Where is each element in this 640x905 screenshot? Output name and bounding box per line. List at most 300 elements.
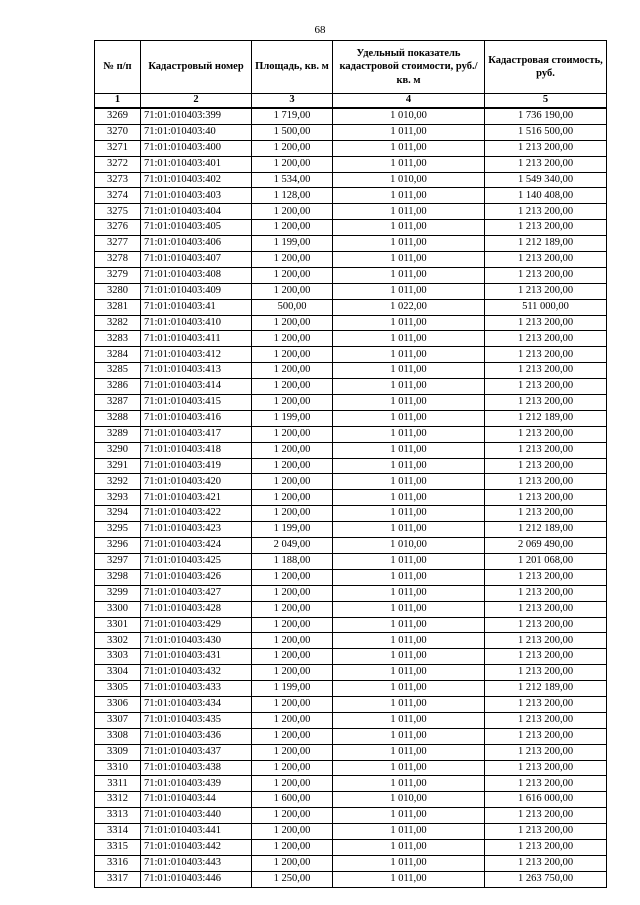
area-cell: 1 200,00 — [252, 395, 333, 411]
area-cell: 1 188,00 — [252, 553, 333, 569]
column-number: 1 — [95, 94, 141, 109]
cadastral-value-cell: 1 213 200,00 — [485, 379, 607, 395]
unit-value-cell: 1 011,00 — [333, 363, 485, 379]
cadastral-number-cell: 71:01:010403:423 — [141, 522, 252, 538]
cadastral-value-cell: 1 213 200,00 — [485, 347, 607, 363]
table-row — [95, 649, 607, 665]
cadastral-number-cell: 71:01:010403:429 — [141, 617, 252, 633]
row-index-cell: 3289 — [95, 426, 141, 442]
cadastral-number-cell: 71:01:010403:418 — [141, 442, 252, 458]
row-index-cell: 3284 — [95, 347, 141, 363]
table-row — [95, 108, 607, 124]
table-row — [95, 553, 607, 569]
table-row — [95, 220, 607, 236]
cadastral-value-cell: 1 213 200,00 — [485, 633, 607, 649]
area-cell: 1 200,00 — [252, 839, 333, 855]
unit-value-cell: 1 011,00 — [333, 871, 485, 887]
cadastral-value-cell: 1 213 200,00 — [485, 744, 607, 760]
cadastral-value-cell: 1 213 200,00 — [485, 839, 607, 855]
table-row — [95, 728, 607, 744]
area-cell: 1 200,00 — [252, 140, 333, 156]
row-index-cell: 3285 — [95, 363, 141, 379]
cadastral-number-cell: 71:01:010403:446 — [141, 871, 252, 887]
cadastral-value-cell: 1 213 200,00 — [485, 855, 607, 871]
table-row — [95, 808, 607, 824]
cadastral-number-cell: 71:01:010403:419 — [141, 458, 252, 474]
unit-value-cell: 1 011,00 — [333, 140, 485, 156]
row-index-cell: 3302 — [95, 633, 141, 649]
area-cell: 1 200,00 — [252, 728, 333, 744]
cadastral-number-cell: 71:01:010403:411 — [141, 331, 252, 347]
cadastral-number-cell: 71:01:010403:415 — [141, 395, 252, 411]
cadastral-number-cell: 71:01:010403:434 — [141, 696, 252, 712]
cadastral-number-cell: 71:01:010403:435 — [141, 712, 252, 728]
table-row — [95, 760, 607, 776]
cadastral-number-cell: 71:01:010403:424 — [141, 538, 252, 554]
table-row — [95, 283, 607, 299]
area-cell: 1 200,00 — [252, 267, 333, 283]
cadastral-number-cell: 71:01:010403:438 — [141, 760, 252, 776]
page-number: 68 — [314, 24, 326, 36]
cadastral-value-cell: 1 213 200,00 — [485, 728, 607, 744]
cadastral-number-cell: 71:01:010403:405 — [141, 220, 252, 236]
table-header — [95, 41, 607, 109]
table-row — [95, 569, 607, 585]
row-index-cell: 3270 — [95, 124, 141, 140]
unit-value-cell: 1 011,00 — [333, 410, 485, 426]
row-index-cell: 3296 — [95, 538, 141, 554]
row-index-cell: 3313 — [95, 808, 141, 824]
row-index-cell: 3271 — [95, 140, 141, 156]
area-cell: 1 600,00 — [252, 792, 333, 808]
row-index-cell: 3314 — [95, 824, 141, 840]
unit-value-cell: 1 011,00 — [333, 553, 485, 569]
cadastral-value-cell: 1 213 200,00 — [485, 649, 607, 665]
area-cell: 1 200,00 — [252, 776, 333, 792]
area-cell: 1 200,00 — [252, 824, 333, 840]
row-index-cell: 3282 — [95, 315, 141, 331]
table-row — [95, 474, 607, 490]
cadastral-value-cell: 1 140 408,00 — [485, 188, 607, 204]
row-index-cell: 3317 — [95, 871, 141, 887]
unit-value-cell: 1 011,00 — [333, 188, 485, 204]
unit-value-cell: 1 011,00 — [333, 347, 485, 363]
table-row — [95, 792, 607, 808]
cadastral-value-cell: 1 213 200,00 — [485, 760, 607, 776]
cadastral-value-cell: 1 549 340,00 — [485, 172, 607, 188]
unit-value-cell: 1 011,00 — [333, 490, 485, 506]
cadastral-value-cell: 1 263 750,00 — [485, 871, 607, 887]
area-cell: 1 200,00 — [252, 633, 333, 649]
area-cell: 1 200,00 — [252, 808, 333, 824]
header-area: Площадь, кв. м — [252, 41, 333, 94]
table-row — [95, 681, 607, 697]
table-row — [95, 538, 607, 554]
table-row — [95, 363, 607, 379]
area-cell: 1 199,00 — [252, 522, 333, 538]
row-index-cell: 3275 — [95, 204, 141, 220]
cadastral-number-cell: 71:01:010403:422 — [141, 506, 252, 522]
cadastral-number-cell: 71:01:010403:430 — [141, 633, 252, 649]
table-row — [95, 267, 607, 283]
unit-value-cell: 1 011,00 — [333, 839, 485, 855]
cadastral-number-cell: 71:01:010403:427 — [141, 585, 252, 601]
row-index-cell: 3316 — [95, 855, 141, 871]
cadastral-value-cell: 1 213 200,00 — [485, 585, 607, 601]
cadastral-number-cell: 71:01:010403:421 — [141, 490, 252, 506]
table-body — [95, 108, 607, 887]
table-row — [95, 442, 607, 458]
row-index-cell: 3305 — [95, 681, 141, 697]
unit-value-cell: 1 011,00 — [333, 744, 485, 760]
cadastral-value-cell: 1 201 068,00 — [485, 553, 607, 569]
area-cell: 1 200,00 — [252, 569, 333, 585]
area-cell: 1 200,00 — [252, 442, 333, 458]
area-cell: 1 200,00 — [252, 744, 333, 760]
area-cell: 1 200,00 — [252, 474, 333, 490]
row-index-cell: 3304 — [95, 665, 141, 681]
cadastral-value-cell: 1 213 200,00 — [485, 824, 607, 840]
row-index-cell: 3306 — [95, 696, 141, 712]
unit-value-cell: 1 011,00 — [333, 633, 485, 649]
area-cell: 1 200,00 — [252, 204, 333, 220]
table-row — [95, 188, 607, 204]
row-index-cell: 3308 — [95, 728, 141, 744]
cadastral-value-cell: 1 213 200,00 — [485, 426, 607, 442]
table-row — [95, 331, 607, 347]
column-number: 4 — [333, 94, 485, 109]
area-cell: 1 199,00 — [252, 410, 333, 426]
cadastral-value-cell: 1 212 189,00 — [485, 236, 607, 252]
unit-value-cell: 1 011,00 — [333, 426, 485, 442]
row-index-cell: 3286 — [95, 379, 141, 395]
cadastral-value-cell: 1 213 200,00 — [485, 665, 607, 681]
unit-value-cell: 1 011,00 — [333, 124, 485, 140]
row-index-cell: 3309 — [95, 744, 141, 760]
area-cell: 1 200,00 — [252, 283, 333, 299]
row-index-cell: 3299 — [95, 585, 141, 601]
area-cell: 1 200,00 — [252, 315, 333, 331]
row-index-cell: 3278 — [95, 252, 141, 268]
table-row — [95, 252, 607, 268]
unit-value-cell: 1 011,00 — [333, 252, 485, 268]
table-row — [95, 426, 607, 442]
cadastral-number-cell: 71:01:010403:407 — [141, 252, 252, 268]
area-cell: 500,00 — [252, 299, 333, 315]
row-index-cell: 3280 — [95, 283, 141, 299]
unit-value-cell: 1 011,00 — [333, 442, 485, 458]
column-number-row — [95, 94, 607, 109]
cadastral-value-cell: 1 616 000,00 — [485, 792, 607, 808]
table-row — [95, 124, 607, 140]
area-cell: 1 200,00 — [252, 855, 333, 871]
header-cadastral-value: Кадастровая стоимость, руб. — [485, 41, 607, 94]
column-number: 2 — [141, 94, 252, 109]
area-cell: 1 200,00 — [252, 617, 333, 633]
table-row — [95, 156, 607, 172]
cadastral-value-cell: 1 212 189,00 — [485, 681, 607, 697]
table-row — [95, 522, 607, 538]
cadastral-value-cell: 1 213 200,00 — [485, 696, 607, 712]
table-row — [95, 633, 607, 649]
row-index-cell: 3294 — [95, 506, 141, 522]
table-row — [95, 839, 607, 855]
header-unit-value: Удельный показатель кадастровой стоимости, руб./кв. м — [333, 41, 485, 94]
table-row — [95, 410, 607, 426]
unit-value-cell: 1 011,00 — [333, 331, 485, 347]
table-row — [95, 458, 607, 474]
cadastral-number-cell: 71:01:010403:44 — [141, 792, 252, 808]
unit-value-cell: 1 011,00 — [333, 665, 485, 681]
table-row — [95, 347, 607, 363]
area-cell: 1 200,00 — [252, 379, 333, 395]
table-row — [95, 585, 607, 601]
area-cell: 1 200,00 — [252, 363, 333, 379]
row-index-cell: 3287 — [95, 395, 141, 411]
unit-value-cell: 1 011,00 — [333, 855, 485, 871]
row-index-cell: 3269 — [95, 108, 141, 124]
area-cell: 1 200,00 — [252, 347, 333, 363]
area-cell: 1 199,00 — [252, 681, 333, 697]
row-index-cell: 3300 — [95, 601, 141, 617]
row-index-cell: 3293 — [95, 490, 141, 506]
cadastral-value-cell: 1 213 200,00 — [485, 617, 607, 633]
column-number: 5 — [485, 94, 607, 109]
cadastral-number-cell: 71:01:010403:432 — [141, 665, 252, 681]
cadastral-value-cell: 1 213 200,00 — [485, 474, 607, 490]
table-row — [95, 712, 607, 728]
header-row — [95, 41, 607, 94]
area-cell: 1 200,00 — [252, 426, 333, 442]
cadastral-table — [94, 40, 607, 888]
cadastral-value-cell: 1 213 200,00 — [485, 569, 607, 585]
row-index-cell: 3274 — [95, 188, 141, 204]
unit-value-cell: 1 011,00 — [333, 808, 485, 824]
cadastral-number-cell: 71:01:010403:401 — [141, 156, 252, 172]
cadastral-value-cell: 1 213 200,00 — [485, 712, 607, 728]
unit-value-cell: 1 011,00 — [333, 617, 485, 633]
cadastral-number-cell: 71:01:010403:400 — [141, 140, 252, 156]
table-row — [95, 871, 607, 887]
cadastral-number-cell: 71:01:010403:417 — [141, 426, 252, 442]
cadastral-number-cell: 71:01:010403:441 — [141, 824, 252, 840]
row-index-cell: 3279 — [95, 267, 141, 283]
area-cell: 1 199,00 — [252, 236, 333, 252]
cadastral-number-cell: 71:01:010403:431 — [141, 649, 252, 665]
row-index-cell: 3311 — [95, 776, 141, 792]
unit-value-cell: 1 011,00 — [333, 696, 485, 712]
unit-value-cell: 1 011,00 — [333, 220, 485, 236]
table-row — [95, 140, 607, 156]
cadastral-value-cell: 1 212 189,00 — [485, 410, 607, 426]
area-cell: 1 200,00 — [252, 331, 333, 347]
area-cell: 1 200,00 — [252, 490, 333, 506]
unit-value-cell: 1 011,00 — [333, 379, 485, 395]
cadastral-value-cell: 2 069 490,00 — [485, 538, 607, 554]
area-cell: 1 200,00 — [252, 665, 333, 681]
cadastral-value-cell: 1 213 200,00 — [485, 363, 607, 379]
unit-value-cell: 1 022,00 — [333, 299, 485, 315]
row-index-cell: 3298 — [95, 569, 141, 585]
cadastral-number-cell: 71:01:010403:399 — [141, 108, 252, 124]
unit-value-cell: 1 011,00 — [333, 760, 485, 776]
table-row — [95, 172, 607, 188]
area-cell: 1 200,00 — [252, 601, 333, 617]
unit-value-cell: 1 011,00 — [333, 776, 485, 792]
table-row — [95, 824, 607, 840]
unit-value-cell: 1 011,00 — [333, 585, 485, 601]
area-cell: 1 200,00 — [252, 506, 333, 522]
row-index-cell: 3283 — [95, 331, 141, 347]
area-cell: 1 200,00 — [252, 220, 333, 236]
table-row — [95, 395, 607, 411]
unit-value-cell: 1 010,00 — [333, 792, 485, 808]
row-index-cell: 3303 — [95, 649, 141, 665]
cadastral-number-cell: 71:01:010403:409 — [141, 283, 252, 299]
area-cell: 1 200,00 — [252, 696, 333, 712]
header-index: № п/п — [95, 41, 141, 94]
cadastral-value-cell: 1 213 200,00 — [485, 140, 607, 156]
unit-value-cell: 1 011,00 — [333, 474, 485, 490]
cadastral-number-cell: 71:01:010403:410 — [141, 315, 252, 331]
unit-value-cell: 1 011,00 — [333, 267, 485, 283]
row-index-cell: 3295 — [95, 522, 141, 538]
row-index-cell: 3292 — [95, 474, 141, 490]
unit-value-cell: 1 011,00 — [333, 649, 485, 665]
cadastral-number-cell: 71:01:010403:416 — [141, 410, 252, 426]
cadastral-value-cell: 1 213 200,00 — [485, 252, 607, 268]
table-row — [95, 315, 607, 331]
area-cell: 1 200,00 — [252, 252, 333, 268]
cadastral-number-cell: 71:01:010403:439 — [141, 776, 252, 792]
cadastral-value-cell: 1 213 200,00 — [485, 283, 607, 299]
row-index-cell: 3297 — [95, 553, 141, 569]
unit-value-cell: 1 011,00 — [333, 824, 485, 840]
cadastral-number-cell: 71:01:010403:443 — [141, 855, 252, 871]
row-index-cell: 3272 — [95, 156, 141, 172]
cadastral-number-cell: 71:01:010403:442 — [141, 839, 252, 855]
cadastral-value-cell: 1 516 500,00 — [485, 124, 607, 140]
table-row — [95, 490, 607, 506]
cadastral-number-cell: 71:01:010403:404 — [141, 204, 252, 220]
cadastral-number-cell: 71:01:010403:426 — [141, 569, 252, 585]
cadastral-value-cell: 1 213 200,00 — [485, 808, 607, 824]
area-cell: 1 200,00 — [252, 649, 333, 665]
cadastral-number-cell: 71:01:010403:414 — [141, 379, 252, 395]
unit-value-cell: 1 011,00 — [333, 204, 485, 220]
cadastral-number-cell: 71:01:010403:406 — [141, 236, 252, 252]
row-index-cell: 3315 — [95, 839, 141, 855]
unit-value-cell: 1 011,00 — [333, 522, 485, 538]
cadastral-number-cell: 71:01:010403:40 — [141, 124, 252, 140]
unit-value-cell: 1 010,00 — [333, 108, 485, 124]
cadastral-number-cell: 71:01:010403:420 — [141, 474, 252, 490]
cadastral-value-cell: 1 213 200,00 — [485, 506, 607, 522]
cadastral-number-cell: 71:01:010403:412 — [141, 347, 252, 363]
row-index-cell: 3301 — [95, 617, 141, 633]
area-cell: 1 200,00 — [252, 760, 333, 776]
unit-value-cell: 1 011,00 — [333, 681, 485, 697]
cadastral-value-cell: 1 213 200,00 — [485, 601, 607, 617]
cadastral-number-cell: 71:01:010403:413 — [141, 363, 252, 379]
area-cell: 2 049,00 — [252, 538, 333, 554]
table-row — [95, 744, 607, 760]
unit-value-cell: 1 011,00 — [333, 506, 485, 522]
area-cell: 1 128,00 — [252, 188, 333, 204]
table-row — [95, 855, 607, 871]
row-index-cell: 3312 — [95, 792, 141, 808]
table-row — [95, 204, 607, 220]
cadastral-value-cell: 1 213 200,00 — [485, 331, 607, 347]
unit-value-cell: 1 011,00 — [333, 569, 485, 585]
area-cell: 1 534,00 — [252, 172, 333, 188]
cadastral-number-cell: 71:01:010403:425 — [141, 553, 252, 569]
table-row — [95, 776, 607, 792]
cadastral-number-cell: 71:01:010403:437 — [141, 744, 252, 760]
table-row — [95, 506, 607, 522]
table-row — [95, 665, 607, 681]
cadastral-number-cell: 71:01:010403:436 — [141, 728, 252, 744]
cadastral-number-cell: 71:01:010403:41 — [141, 299, 252, 315]
area-cell: 1 200,00 — [252, 156, 333, 172]
unit-value-cell: 1 011,00 — [333, 236, 485, 252]
unit-value-cell: 1 011,00 — [333, 283, 485, 299]
table-row — [95, 601, 607, 617]
cadastral-value-cell: 511 000,00 — [485, 299, 607, 315]
cadastral-value-cell: 1 213 200,00 — [485, 220, 607, 236]
table-row — [95, 236, 607, 252]
cadastral-value-cell: 1 213 200,00 — [485, 458, 607, 474]
cadastral-value-cell: 1 212 189,00 — [485, 522, 607, 538]
unit-value-cell: 1 011,00 — [333, 458, 485, 474]
unit-value-cell: 1 011,00 — [333, 728, 485, 744]
cadastral-value-cell: 1 213 200,00 — [485, 156, 607, 172]
unit-value-cell: 1 010,00 — [333, 538, 485, 554]
cadastral-value-cell: 1 213 200,00 — [485, 490, 607, 506]
cadastral-number-cell: 71:01:010403:408 — [141, 267, 252, 283]
cadastral-value-cell: 1 213 200,00 — [485, 442, 607, 458]
area-cell: 1 200,00 — [252, 585, 333, 601]
row-index-cell: 3288 — [95, 410, 141, 426]
cadastral-value-cell: 1 213 200,00 — [485, 267, 607, 283]
row-index-cell: 3307 — [95, 712, 141, 728]
cadastral-number-cell: 71:01:010403:433 — [141, 681, 252, 697]
table-row — [95, 379, 607, 395]
area-cell: 1 719,00 — [252, 108, 333, 124]
area-cell: 1 200,00 — [252, 712, 333, 728]
row-index-cell: 3276 — [95, 220, 141, 236]
cadastral-number-cell: 71:01:010403:403 — [141, 188, 252, 204]
column-number: 3 — [252, 94, 333, 109]
unit-value-cell: 1 011,00 — [333, 156, 485, 172]
unit-value-cell: 1 011,00 — [333, 395, 485, 411]
table-row — [95, 299, 607, 315]
cadastral-value-cell: 1 736 190,00 — [485, 108, 607, 124]
row-index-cell: 3290 — [95, 442, 141, 458]
area-cell: 1 500,00 — [252, 124, 333, 140]
cadastral-value-cell: 1 213 200,00 — [485, 204, 607, 220]
cadastral-value-cell: 1 213 200,00 — [485, 315, 607, 331]
cadastral-number-cell: 71:01:010403:440 — [141, 808, 252, 824]
table-row — [95, 617, 607, 633]
cadastral-number-cell: 71:01:010403:402 — [141, 172, 252, 188]
row-index-cell: 3273 — [95, 172, 141, 188]
cadastral-value-cell: 1 213 200,00 — [485, 395, 607, 411]
unit-value-cell: 1 010,00 — [333, 172, 485, 188]
cadastral-value-cell: 1 213 200,00 — [485, 776, 607, 792]
table-row — [95, 696, 607, 712]
cadastral-number-cell: 71:01:010403:428 — [141, 601, 252, 617]
